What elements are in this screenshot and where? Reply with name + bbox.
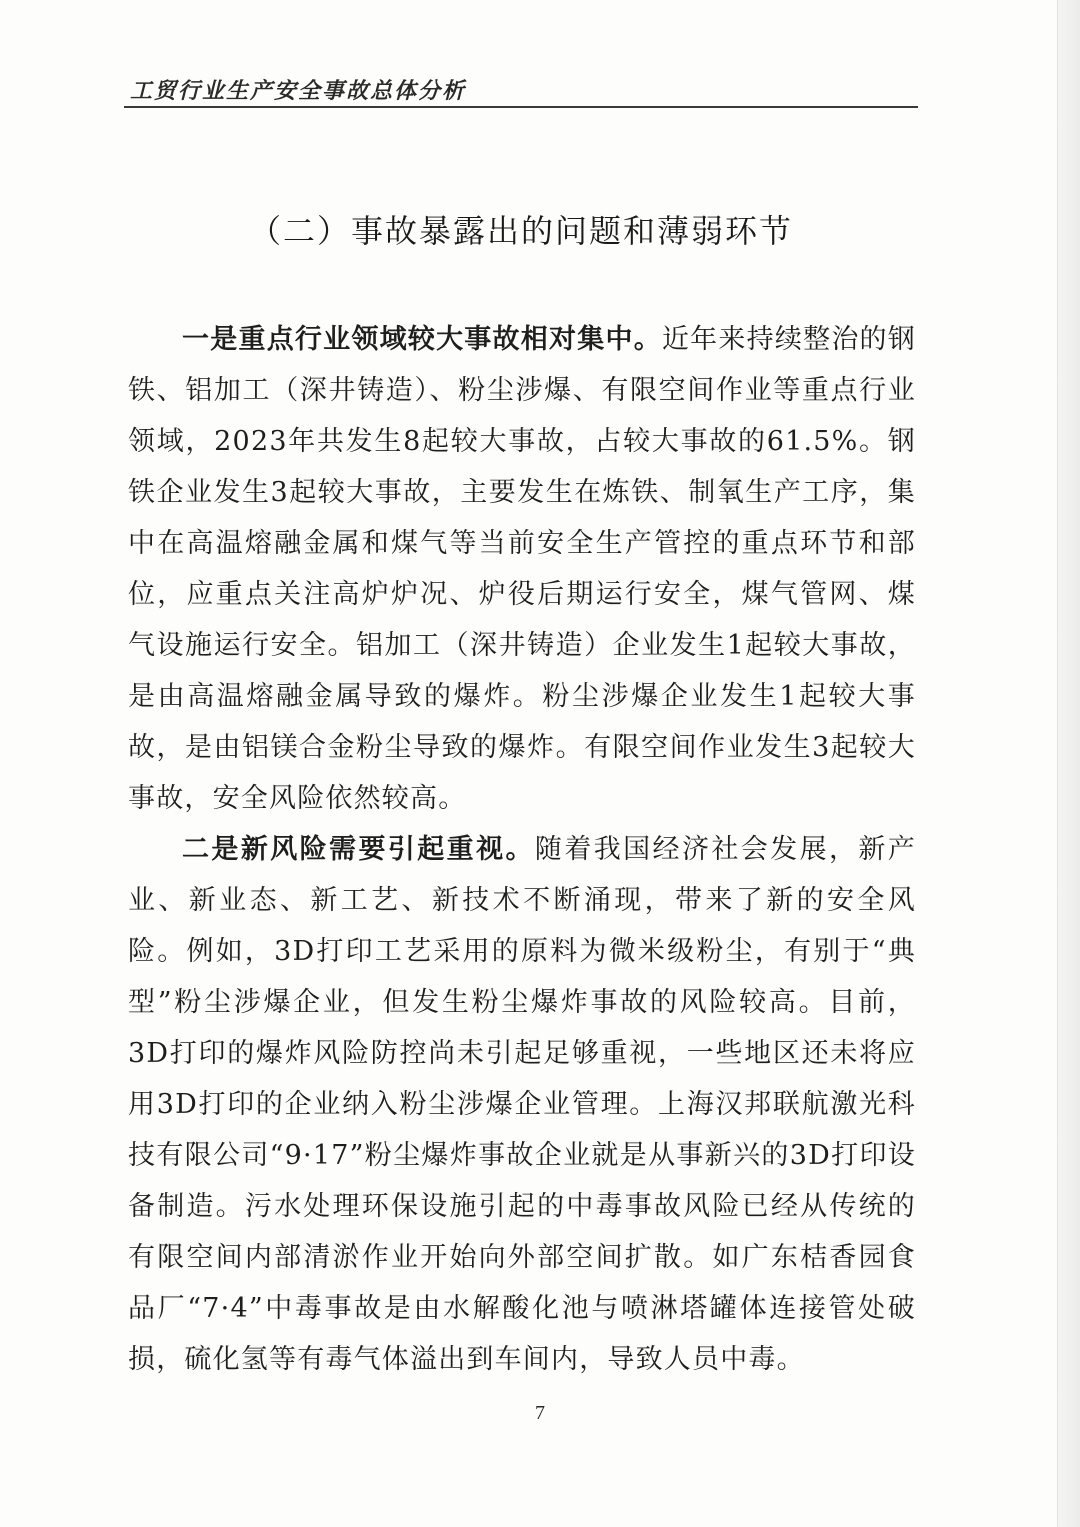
paragraph-body: 近年来持续整治的钢铁、铝加工（深井铸造）、粉尘涉爆、有限空间作业等重点行业领域，2023年共发生8起较大事故，占较大事故的61.5%。钢铁企业发生3起较大事故，主要发生在炼铁、制氧生产工序，集中在高温熔融金属和煤气等当前安全生产管控的重点环节和部位，应重点关注高炉炉况、炉役后期运行安全，煤气管网、煤气设施运行安全。铝加工（深井铸造）企业发生1起较大事故，是由高温熔融金属导致的爆炸。粉尘涉爆企业发生1起较大事故，是由铝镁合金粉尘导致的爆炸。有限空间作业发生3起较大事故，安全风险依然较高。 [128, 324, 916, 814]
paragraph-key-industries [128, 314, 916, 824]
paragraph-new-risks [128, 824, 916, 1385]
body-text [128, 314, 916, 1385]
page-number: 7 [535, 1402, 545, 1424]
scan-edge [1057, 0, 1080, 1527]
section-title: （二）事故暴露出的问题和薄弱环节 [248, 212, 793, 250]
running-header: 工贸行业生产安全事故总体分析 [130, 78, 467, 104]
paragraph-lead: 二是新风险需要引起重视。 [182, 834, 535, 865]
paragraph-body: 随着我国经济社会发展，新产业、新业态、新工艺、新技术不断涌现，带来了新的安全风险。例如，3D打印工艺采用的原料为微米级粉尘，有别于“典型”粉尘涉爆企业，但发生粉尘爆炸事故的风险较高。目前，3D打印的爆炸风险防控尚未引起足够重视，一些地区还未将应用3D打印的企业纳入粉尘涉爆企业管理。上海汉邦联航激光科技有限公司“9·17”粉尘爆炸事故企业就是从事新兴的3D打印设备制造。污水处理环保设施引起的中毒事故风险已经从传统的有限空间内部清淤作业开始向外部空间扩散。如广东桔香园食品厂“7·4”中毒事故是由水解酸化池与喷淋塔罐体连接管处破损，硫化氢等有毒气体溢出到车间内，导致人员中毒。 [128, 834, 916, 1375]
paragraph-lead: 一是重点行业领域较大事故相对集中。 [182, 324, 662, 355]
header-rule [124, 106, 918, 108]
